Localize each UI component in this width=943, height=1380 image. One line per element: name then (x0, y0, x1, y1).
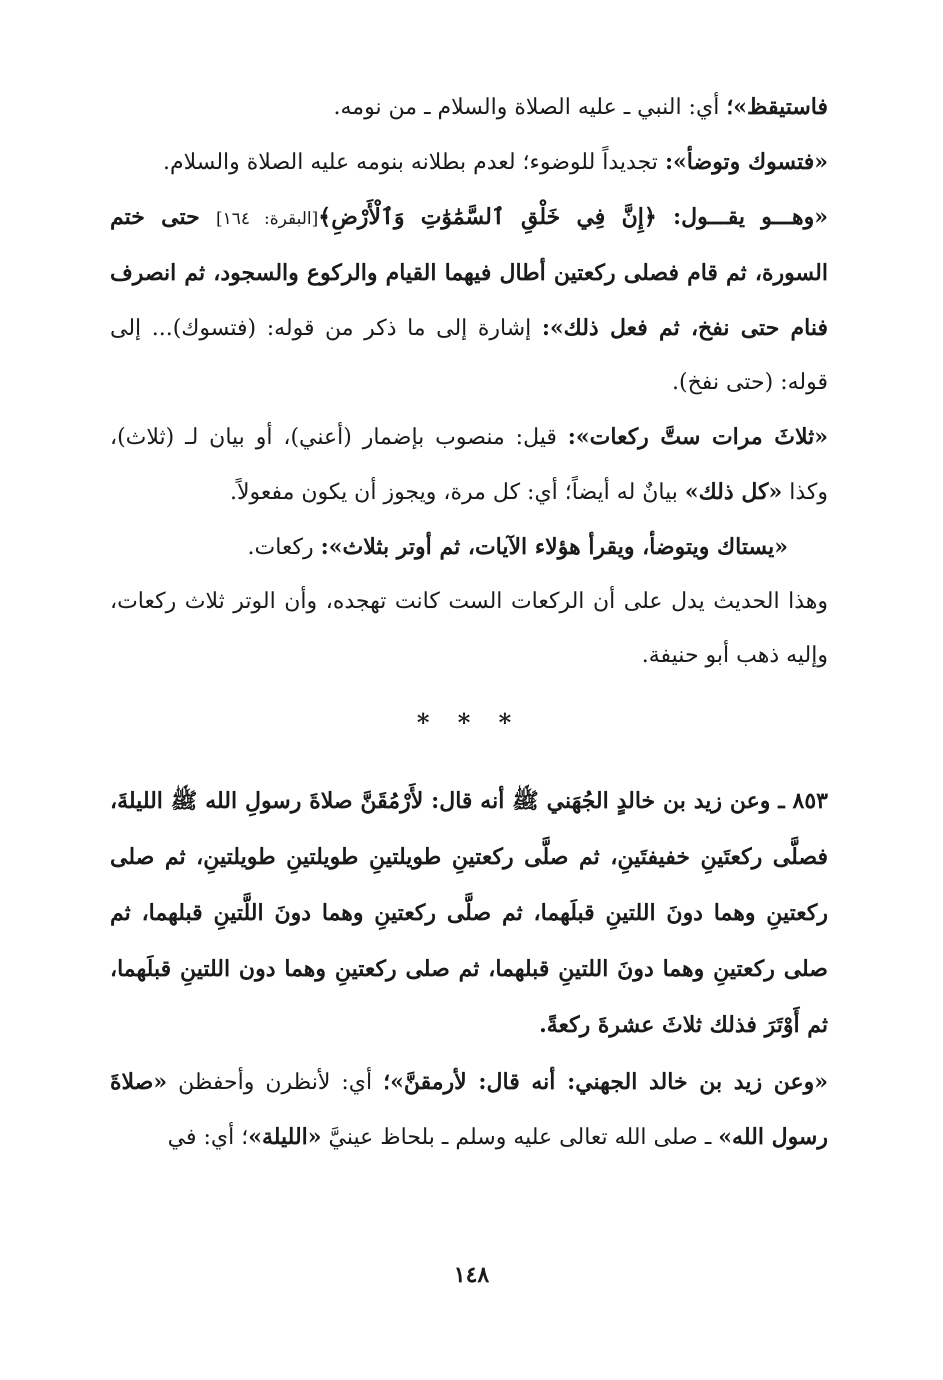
body-text: تجديداً للوضوء؛ لعدم بطلانه بنومه عليه الصلاة والسلام. (162, 150, 665, 175)
paragraph-4 (110, 410, 828, 520)
lead-text: «وعن زيد بن خالد الجهني: أنه قال: لأرمقنَّ»؛ (383, 1069, 828, 1095)
body-text: أي: النبي ـ عليه الصلاة والسلام ـ من نومه. (333, 95, 727, 120)
paragraph-2 (110, 135, 828, 190)
inline-bold-text-2: «الليلة» (248, 1124, 322, 1150)
lead-text: «ثلاثَ مرات ستَّ ركعات»: (567, 424, 828, 450)
quran-verse: ﴿إِنَّ فِي خَلْقِ ٱلسَّمَٰوَٰتِ وَٱلْأَرْضِ﴾ (318, 204, 673, 230)
commentary-paragraph (110, 1055, 828, 1165)
section-separator: * * * (416, 708, 522, 737)
paragraph-5 (110, 520, 828, 575)
lead-continuation: حتى ختم السورة، ثم قام فصلى ركعتين أطال فيهما القيام والركوع والسجود، ثم انصرف فنام حتى نفخ، ثم فعل ذلك»: (110, 204, 829, 341)
body-text-continued: بيانٌ له أيضاً؛ أي: كل مرة، ويجوز أن يكون مفعولاً. (229, 480, 685, 505)
body-text: إشارة إلى ما ذكر من قوله: (فتسوك)... إلى قوله: (حتى نفخ). (110, 316, 828, 395)
page-number: ١٤٨ (453, 1262, 490, 1288)
inline-bold-text: «كل ذلك» (684, 479, 783, 505)
lead-text: فاستيقظ»؛ (726, 94, 828, 120)
inline-bold-text: «صلاةَ رسول الله» (110, 1069, 828, 1150)
lead-text: «يستاك ويتوضأ، ويقرأ هؤلاء الآيات، ثم أوتر بثلاث»: (320, 534, 788, 560)
body-text-end: ؛ أي: في (167, 1125, 249, 1150)
body-text: ركعات. (247, 535, 321, 560)
lead-text: «فتسوك وتوضأ»: (664, 149, 828, 175)
body-text: وهذا الحديث يدل على أن الركعات الست كانت تهجده، وأن الوتر ثلاث ركعات، وإليه ذهب أبو حنيفة. (110, 589, 828, 668)
paragraph-6 (110, 575, 828, 683)
paragraph-1 (110, 80, 828, 135)
body-text: أي: لأنظرن وأحفظن (167, 1070, 384, 1095)
verse-reference: [البقرة: ١٦٤] (215, 209, 319, 229)
body-text: قيل: منصوب بإضمار (أعني)، أو بيان لـ (ثلاث)، وكذا (110, 425, 828, 505)
body-text-continued: ـ صلى الله تعالى عليه وسلم ـ بلحاظ عينيَّ (321, 1125, 719, 1150)
paragraph-3 (110, 190, 828, 410)
page-body (110, 80, 828, 1165)
hadith-block (110, 773, 828, 1053)
hadith-text: ٨٥٣ ـ وعن زيد بن خالدٍ الجُهَني ﷺ أنه قال: لأَرْمُقَنَّ صلاةَ رسولِ الله ﷺ الليلةَ، فصلَّى ركعتَينِ خفيفتَينِ، ثم صلَّى ركعتينِ طويلتينِ طويلتينِ طويلتينِ، ثم صلى ركعتينِ وهما دونَ اللتينِ قبلَهما، ثم صلَّى ركعتينِ وهما دونَ اللَّتينِ قبلهما، ثم صلى ركعتينِ وهما دونَ اللتينِ قبلهما، ثم صلى ركعتينِ وهما دون اللتينِ قبلَهما، ثم أَوْتَرَ فذلك ثلاثَ عشرةَ ركعةً. (110, 788, 829, 1038)
lead-text: «وهـــو يقـــول: (673, 204, 828, 230)
